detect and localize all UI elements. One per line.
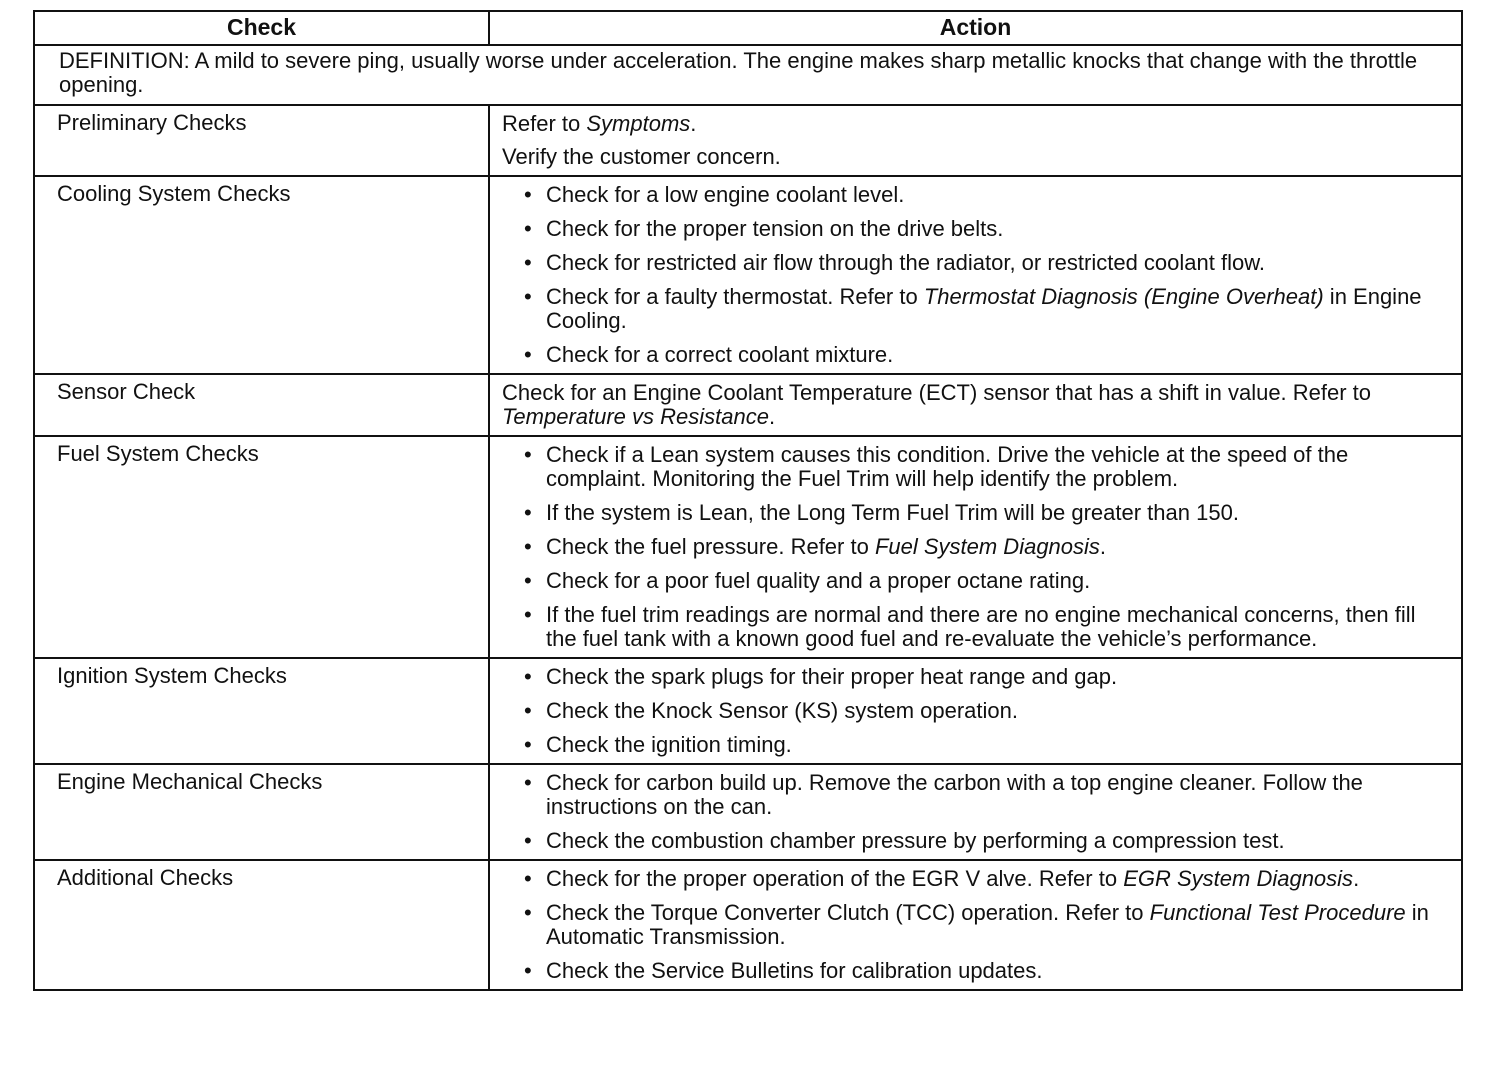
text-segment: Check for a low engine coolant level. xyxy=(546,182,905,207)
list-item xyxy=(546,285,1447,333)
action-cell xyxy=(489,436,1462,658)
check-cell: Cooling System Checks xyxy=(34,176,489,374)
action-list xyxy=(502,183,1447,367)
list-item xyxy=(546,829,1447,853)
reference-title: Temperature vs Resistance xyxy=(502,404,769,429)
reference-title: EGR System Diagnosis xyxy=(1123,866,1354,891)
text-segment: Check if a Lean system causes this condition. Drive the vehicle at the speed of the complaint. Monitoring the Fuel Trim will help identify the problem. xyxy=(546,442,1349,491)
action-cell xyxy=(489,860,1462,990)
text-segment: Check the Torque Converter Clutch (TCC) operation. Refer to xyxy=(546,900,1150,925)
list-item xyxy=(546,443,1447,491)
table-row xyxy=(34,105,1462,176)
check-cell: Sensor Check xyxy=(34,374,489,436)
header-action: Action xyxy=(489,11,1462,45)
diagnostic-table xyxy=(33,10,1463,991)
action-line xyxy=(502,112,1447,136)
table-row xyxy=(34,860,1462,990)
check-cell: Preliminary Checks xyxy=(34,105,489,176)
text-segment: Check for an Engine Coolant Temperature (ECT) sensor that has a shift in value. Refer to xyxy=(502,380,1372,405)
list-item xyxy=(546,183,1447,207)
check-cell: Ignition System Checks xyxy=(34,658,489,764)
list-item xyxy=(546,501,1447,525)
definition-text: DEFINITION: A mild to severe ping, usually worse under acceleration. The engine makes sharp metallic knocks that change with the throttle opening. xyxy=(34,45,1462,105)
text-segment: Check for a faulty thermostat. Refer to xyxy=(546,284,924,309)
list-item xyxy=(546,569,1447,593)
text-segment: Check for the proper operation of the EGR V alve. Refer to xyxy=(546,866,1124,891)
text-segment: Check the combustion chamber pressure by performing a compression test. xyxy=(546,828,1285,853)
text-segment: Check the fuel pressure. Refer to xyxy=(546,534,875,559)
reference-title: Symptoms xyxy=(586,111,691,136)
action-cell xyxy=(489,105,1462,176)
header-check: Check xyxy=(34,11,489,45)
text-segment: Check the Service Bulletins for calibration updates. xyxy=(546,958,1043,983)
action-line xyxy=(502,145,1447,169)
reference-title: Thermostat Diagnosis (Engine Overheat) xyxy=(923,284,1324,309)
action-list xyxy=(502,771,1447,853)
text-segment: Refer to xyxy=(502,111,587,136)
action-list xyxy=(502,867,1447,983)
action-cell xyxy=(489,374,1462,436)
table-row xyxy=(34,436,1462,658)
list-item xyxy=(546,251,1447,275)
list-item xyxy=(546,733,1447,757)
text-segment: Check for a correct coolant mixture. xyxy=(546,342,894,367)
text-segment: . xyxy=(690,111,697,136)
list-item xyxy=(546,771,1447,819)
check-cell: Additional Checks xyxy=(34,860,489,990)
table-row xyxy=(34,658,1462,764)
text-segment: . xyxy=(1353,866,1360,891)
text-segment: Check the ignition timing. xyxy=(546,732,792,757)
list-item xyxy=(546,343,1447,367)
action-list xyxy=(502,665,1447,757)
text-segment: Check for carbon build up. Remove the carbon with a top engine cleaner. Follow the instructions on the can. xyxy=(546,770,1363,819)
text-segment: Check for the proper tension on the drive belts. xyxy=(546,216,1004,241)
text-segment: . xyxy=(768,404,776,429)
list-item xyxy=(546,867,1447,891)
table-row xyxy=(34,176,1462,374)
definition-row xyxy=(34,45,1462,105)
list-item xyxy=(546,665,1447,689)
text-segment: . xyxy=(1099,534,1107,559)
text-segment: Verify the customer concern. xyxy=(502,144,781,169)
list-item xyxy=(546,603,1447,651)
text-segment: Check for a poor fuel quality and a proper octane rating. xyxy=(546,568,1091,593)
list-item xyxy=(546,959,1447,983)
action-list xyxy=(502,443,1447,651)
action-cell xyxy=(489,764,1462,860)
header-row xyxy=(34,11,1462,45)
check-cell: Engine Mechanical Checks xyxy=(34,764,489,860)
text-segment: Check the Knock Sensor (KS) system operation. xyxy=(546,698,1018,723)
action-cell xyxy=(489,658,1462,764)
text-segment: in Engine Cooling. xyxy=(546,284,1422,333)
list-item xyxy=(546,699,1447,723)
table-row xyxy=(34,374,1462,436)
reference-title: Fuel System Diagnosis xyxy=(874,534,1100,559)
list-item xyxy=(546,535,1447,559)
text-segment: Check for restricted air flow through the radiator, or restricted coolant flow. xyxy=(546,250,1265,275)
action-cell xyxy=(489,176,1462,374)
list-item xyxy=(546,901,1447,949)
text-segment: Check the spark plugs for their proper heat range and gap. xyxy=(546,664,1118,689)
table-row xyxy=(34,764,1462,860)
action-line xyxy=(502,381,1447,429)
check-cell: Fuel System Checks xyxy=(34,436,489,658)
reference-title: Functional Test Procedure xyxy=(1149,900,1406,925)
text-segment: in Automatic Transmission. xyxy=(546,900,1429,949)
text-segment: If the fuel trim readings are normal and there are no engine mechanical concerns, then fill the fuel tank with a known good fuel and re-evaluate the vehicle’s performance. xyxy=(546,602,1416,651)
text-segment: If the system is Lean, the Long Term Fuel Trim will be greater than 150. xyxy=(546,500,1239,525)
list-item xyxy=(546,217,1447,241)
